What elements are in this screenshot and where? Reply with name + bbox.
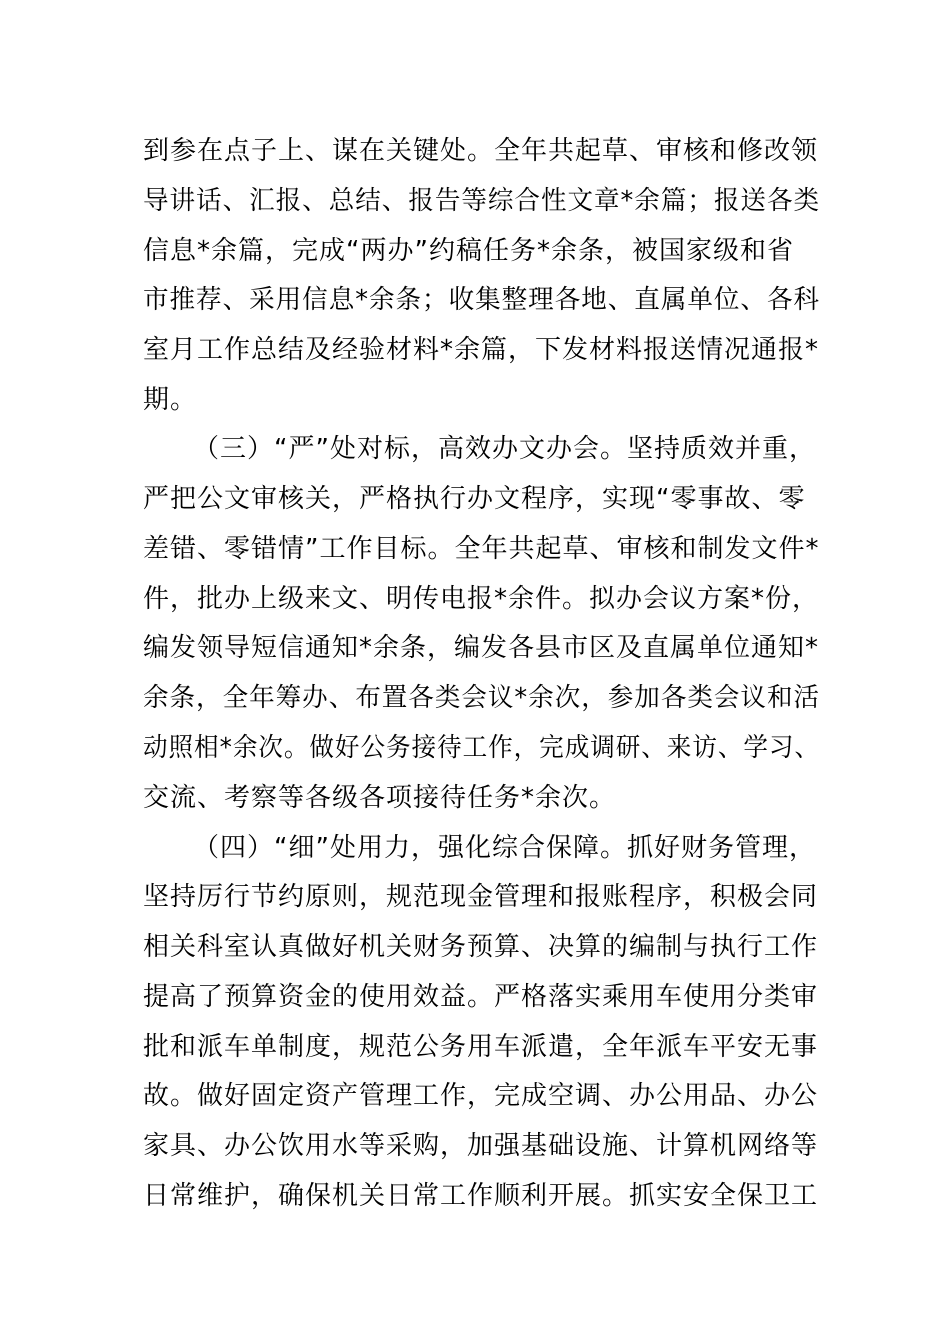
text-line: 室月工作总结及经验材料*余篇，下发材料报送情况通报* [143,335,820,365]
text-line: 严把公文审核关，严格执行办文程序，实现“零事故、零 [143,484,806,514]
text-line: 提高了预算资金的使用效益。严格落实乘用车使用分类审 [143,982,819,1012]
paragraph-heading-three: （三）“严”处对标，高效办文办会。坚持质效并重， [193,434,816,464]
text-line: 日常维护，确保机关日常工作顺利开展。抓实安全保卫工 [143,1181,819,1211]
text-line: 相关科室认真做好机关财务预算、决算的编制与执行工作 [143,932,819,962]
text-line: 导讲话、汇报、总结、报告等综合性文章*余篇；报送各类 [143,186,821,216]
text-line: 编发领导短信通知*余条，编发各县市区及直属单位通知* [143,633,820,663]
text-line: 故。做好固定资产管理工作，完成空调、办公用品、办公 [143,1081,819,1111]
text-line: 动照相*余次。做好公务接待工作，完成调研、来访、学习、 [143,733,820,763]
text-line: 余条，全年筹办、布置各类会议*余次，参加各类会议和活 [143,683,821,713]
text-line: 家具、办公饮用水等采购，加强基础设施、计算机网络等 [143,1131,819,1161]
text-line: 到参在点子上、谋在关键处。全年共起草、审核和修改领 [143,136,819,166]
text-line: 件，批办上级来文、明传电报*余件。拟办会议方案*份， [143,584,820,614]
text-line: 信息*余篇，完成“两办”约稿任务*余条，被国家级和省 [143,236,794,266]
text-line: 交流、考察等各级各项接待任务*余次。 [143,783,617,813]
text-line: 批和派车单制度，规范公务用车派遣，全年派车平安无事 [143,1032,819,1062]
text-line: 差错、零错情”工作目标。全年共起草、审核和制发文件* [143,534,820,564]
text-line: 市推荐、采用信息*余条；收集整理各地、直属单位、各科 [143,285,821,315]
text-line: 坚持厉行节约原则，规范现金管理和报账程序，积极会同 [143,882,819,912]
text-line: 期。 [143,385,198,415]
paragraph-heading-four: （四）“细”处用力，强化综合保障。抓好财务管理， [193,833,816,863]
